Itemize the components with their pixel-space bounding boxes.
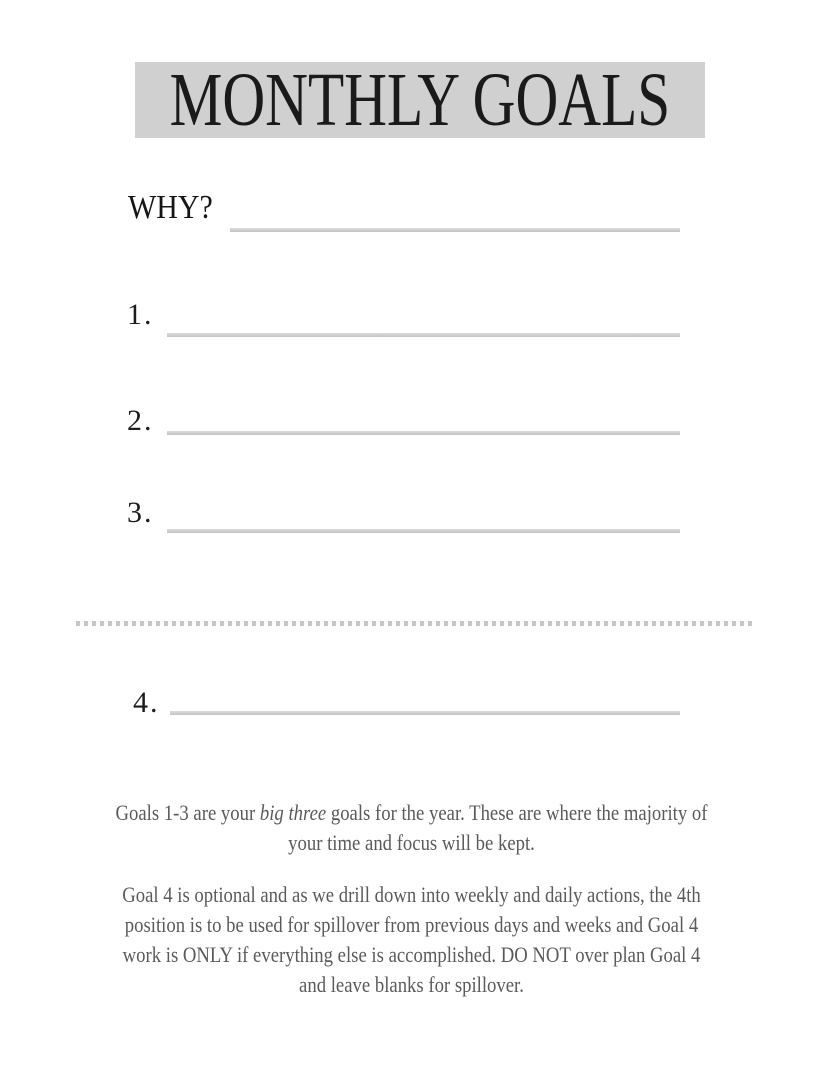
goal-blank-line-2 — [167, 431, 680, 435]
page-title: MONTHLY GOALS — [169, 58, 671, 142]
goal-blank-line-3 — [167, 529, 680, 533]
why-label: WHY? — [128, 189, 213, 226]
paragraph-line: Goal 4 is optional and as we drill down into weekly and daily actions, the 4th — [122, 882, 701, 907]
why-blank-line — [230, 228, 680, 232]
goal-blank-line-1 — [167, 333, 680, 337]
paragraph-line: your time and focus will be kept. — [288, 830, 535, 855]
paragraph-line: work is ONLY if everything else is accomplished. DO NOT over plan Goal 4 — [122, 942, 701, 967]
intro-paragraph — [62, 798, 762, 858]
goal-number-3: 3. — [127, 496, 154, 529]
paragraph-line: and leave blanks for spillover. — [299, 972, 524, 997]
goal-number-2: 2. — [127, 404, 154, 437]
paragraph-line: position is to be used for spillover from previous days and weeks and Goal 4 — [124, 912, 699, 937]
goal-number-4: 4. — [133, 686, 160, 719]
title-banner — [135, 58, 705, 142]
instructions-paragraph — [62, 880, 762, 1000]
goal-number-1: 1. — [127, 298, 154, 331]
goal-blank-line-4 — [170, 711, 680, 715]
dotted-section-divider — [76, 621, 754, 626]
paragraph-line: Goals 1-3 are your big three goals for the year. These are where the majority of — [115, 800, 708, 825]
